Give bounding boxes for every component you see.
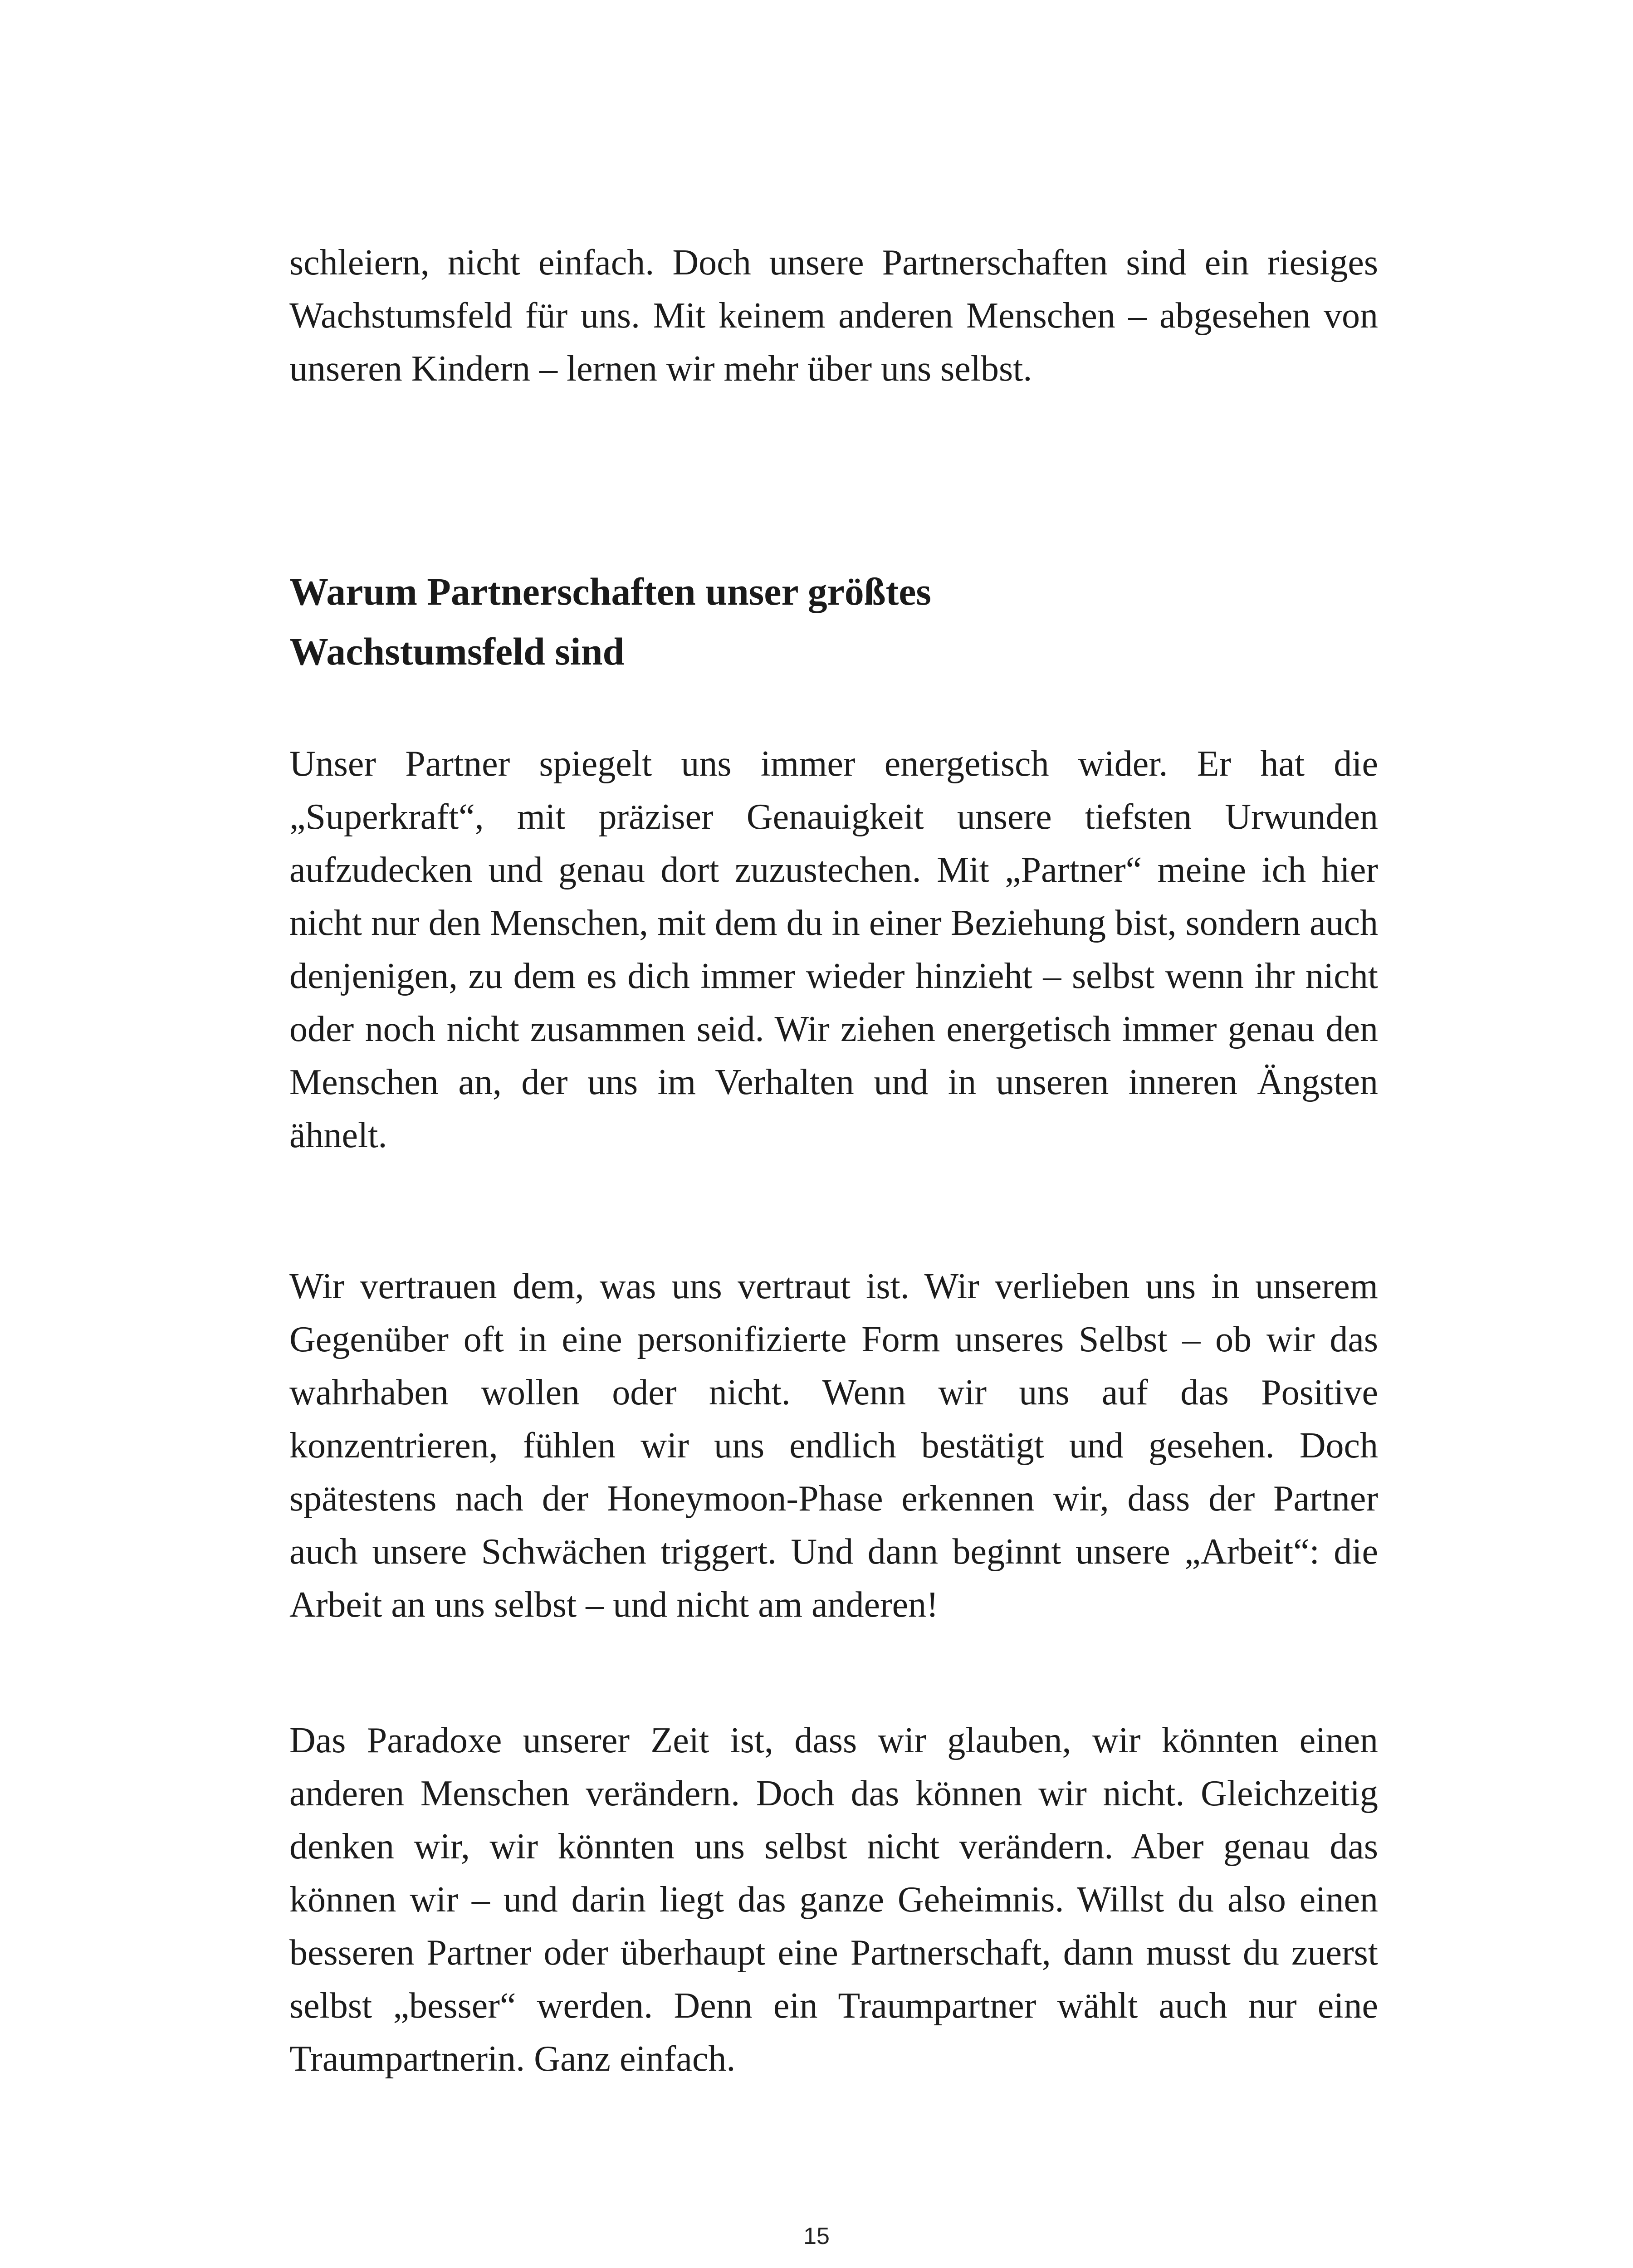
paragraph-text: Das Paradoxe unserer Zeit ist, dass wir glauben, wir könnten einen anderen Menschen verändern. Doch das können wir nicht. Gleichzeitig denken wir, wir könnten uns selbst nicht verändern. Aber genau das können wir – und darin liegt das ganze Geheimnis. Willst du also einen besseren Partner oder überhaupt eine Partnerschaft, dann musst du zuerst selbst „besser“ werden. Denn ein Traumpartner wählt auch nur eine Traumpartnerin. Ganz einfach.	[289, 1721, 1378, 2079]
section-heading-line-1: Warum Partnerschaften unser größtes	[289, 570, 931, 613]
paragraph-text: schleiern, nicht einfach. Doch unsere Partnerschaften sind ein riesiges Wachstumsfeld für uns. Mit keinem anderen Menschen – abgesehen von unseren Kindern – lernen wir mehr über uns selbst.	[289, 243, 1378, 389]
paragraph-trust	[289, 1260, 1378, 1632]
section-heading	[289, 562, 1378, 681]
paragraph-paradox	[289, 1714, 1378, 2086]
paragraph-text: Unser Partner spiegelt uns immer energetisch wider. Er hat die „Superkraft“, mit präziser Genauigkeit unsere tiefsten Urwunden aufzudecken und genau dort zuzustechen. Mit „Partner“ meine ich hier nicht nur den Menschen, mit dem du in einer Beziehung bist, sondern auch denjenigen, zu dem es dich immer wieder hinzieht – selbst wenn ihr nicht oder noch nicht zusammen seid. Wir ziehen energetisch immer genau den Menschen an, der uns im Verhalten und in unseren inneren Ängsten ähnelt.	[289, 744, 1378, 1155]
section-heading-line-2: Wachstumsfeld sind	[289, 630, 625, 673]
paragraph-partner-mirror	[289, 738, 1378, 1162]
paragraph-intro	[289, 236, 1378, 396]
page-number: 15	[803, 2223, 830, 2249]
paragraph-text: Wir vertrauen dem, was uns vertraut ist. Wir verlieben uns in unserem Gegenüber oft in eine personifizierte Form unseres Selbst – ob wir das wahrhaben wollen oder nicht. Wenn wir uns auf das Positive konzentrieren, fühlen wir uns endlich bestätigt und gesehen. Doch spätestens nach der Honeymoon-Phase erkennen wir, dass der Partner auch unsere Schwächen triggert. Und dann beginnt unsere „Arbeit“: die Arbeit an uns selbst – und nicht am anderen!	[289, 1266, 1378, 1625]
